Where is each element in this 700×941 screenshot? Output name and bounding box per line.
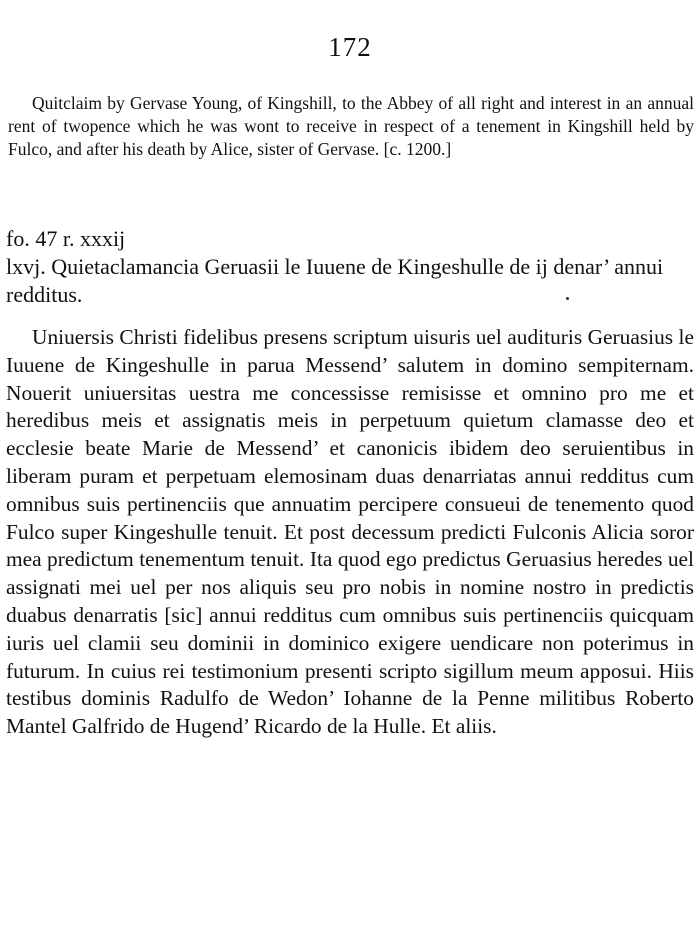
charter-body-paragraph: Uniuersis Christi fidelibus presens scriptum uisuris uel audituris Geruasius le Iuuene de Kingeshulle in parua Messend’ salutem in domino sempiternam. Nouerit uniuersitas uestra me concessisse remisisse et omnino pro me et heredibus meis et assignatis meis in perpetuum quietum clamasse deo et ecclesie beate Marie de Messend’ et canonicis ibidem deo seruientibus in liberam puram et perpetuam elemosinam duas denarriatas annui redditus cum omnibus suis pertinenciis que annuatim percipere consueui de tenemento quod Fulco super Kingeshulle tenuit. Et post decessum predicti Fulconis Alicia soror mea predictum tenementum tenuit. Ita quod ego predictus Geruasius heredes uel assignati mei uel per nos aliquis seu pro nobis in nomine nostro in predictis duabus denarratis [sic] annui redditus cum omnibus suis pertinenciis quicquam iuris uel clamii seu dominii in dominico exigere uendicare non poterimus in futurum. In cuius rei testimonium presenti scripto sigillum meum apposui. Hiis testibus dominis Radulfo de Wedon’ Iohanne de la Penne militibus Roberto Mantel Galfrido de Hugend’ Ricardo de la Hulle. Et aliis. <box>6 325 694 739</box>
charter-body <box>6 324 694 741</box>
charter-summary: Quitclaim by Gervase Young, of Kingshill, to the Abbey of all right and interest in an annual rent of twopence which he was wont to receive in respect of a tenement in Kingshill held by Fulco, and after his death by Alice, sister of Gervase. [c. 1200.] <box>8 93 694 159</box>
folio-reference: fo. 47 r. xxxij <box>6 226 126 251</box>
charter-heading: lxvj. Quietaclamancia Geruasii le Iuuene de Kingeshulle de ij denar’ annui redditus. <box>6 254 664 307</box>
page-number: 172 <box>328 32 372 62</box>
ink-speck <box>566 297 569 300</box>
